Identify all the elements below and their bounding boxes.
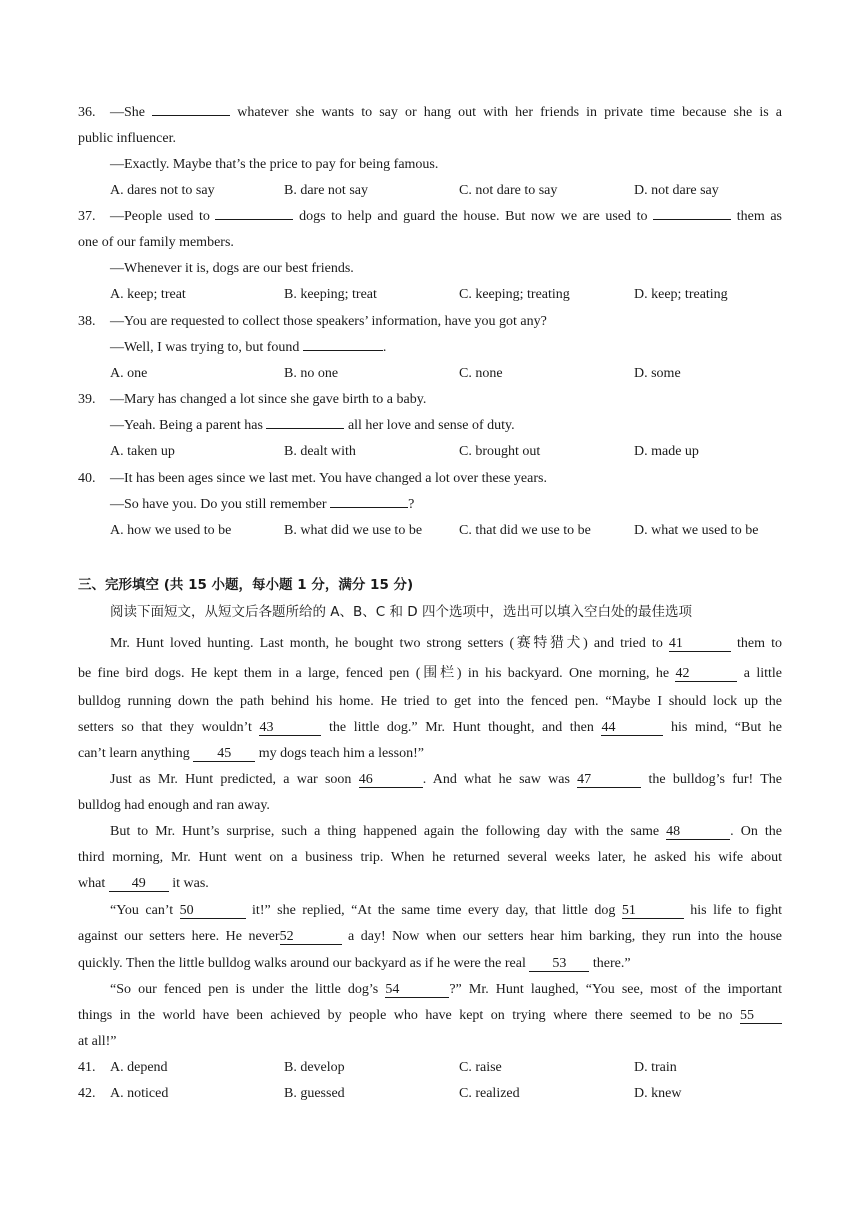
question-37-line2: one of our family members. bbox=[78, 235, 234, 250]
passage-p1-line1: Mr. Hunt loved hunting. Last month, he bought two strong setters (赛特猎犬) and tried to 41 them to bbox=[110, 636, 782, 651]
passage-p5-line3: at all!” bbox=[78, 1034, 117, 1049]
question-39-line1: 39. —Mary has changed a lot since she gave birth to a baby. bbox=[78, 392, 427, 407]
question-39-line2: —Yeah. Being a parent has all her love and sense of duty. bbox=[110, 418, 515, 433]
option-b: B. keeping; treat bbox=[284, 287, 377, 302]
blank-55: 55 bbox=[740, 1009, 782, 1024]
section-title: 三、完形填空 (共 15 小题，每小题 1 分，满分 15 分) bbox=[78, 577, 414, 593]
passage-p4-line3: quickly. Then the little bulldog walks around our backyard as if he were the real 53 there.” bbox=[78, 956, 631, 971]
passage-p1-line4: setters so that they wouldn’t 43 the little dog.” Mr. Hunt thought, and then 44 his mind, “But he bbox=[78, 720, 783, 735]
passage-p5-line2: things in the world have been achieved by people who have kept on trying where there seemed to be no 55 bbox=[78, 1007, 782, 1025]
blank-50: 50 bbox=[180, 904, 246, 919]
passage-p1-line3: bulldog running down the path behind his home. He tried to get into the fenced pen. “Maybe I should lock up the bbox=[78, 694, 782, 709]
cloze-42-number: 42. bbox=[78, 1086, 96, 1101]
blank-41: 41 bbox=[669, 637, 731, 652]
question-40-line1: 40. —It has been ages since we last met. You have changed a lot over these years. bbox=[78, 471, 547, 486]
option-d: D. made up bbox=[634, 444, 699, 459]
passage-p3-line3: what 49 it was. bbox=[78, 876, 209, 891]
blank-54: 54 bbox=[385, 983, 449, 998]
blank-53: 53 bbox=[529, 957, 589, 972]
option-d: D. keep; treating bbox=[634, 287, 728, 302]
question-38-line1: 38. —You are requested to collect those speakers’ information, have you got any? bbox=[78, 314, 547, 329]
option-d: D. what we used to be bbox=[634, 523, 759, 538]
answer-blank bbox=[303, 350, 383, 351]
option-c: C. realized bbox=[459, 1086, 520, 1101]
passage-p5-line1: “So our fenced pen is under the little dog’s 54 ?” Mr. Hunt laughed, “You see, most of the important bbox=[110, 982, 782, 997]
option-d: D. some bbox=[634, 366, 681, 381]
blank-49: 49 bbox=[109, 877, 169, 892]
question-36-line1: 36. —She whatever she wants to say or hang out with her friends in private time because she is a bbox=[78, 105, 783, 120]
option-b: B. dealt with bbox=[284, 444, 356, 459]
passage-p4-line1: “You can’t 50 it!” she replied, “At the same time every day, that little dog 51 his life to fight bbox=[110, 903, 782, 918]
option-c: C. raise bbox=[459, 1060, 502, 1075]
passage-p1-line5: can’t learn anything 45 my dogs teach him a lesson!” bbox=[78, 746, 424, 761]
option-b: B. no one bbox=[284, 366, 339, 381]
blank-52: 52 bbox=[280, 930, 342, 945]
question-38-line2: —Well, I was trying to, but found . bbox=[110, 340, 387, 355]
option-d: D. train bbox=[634, 1060, 677, 1075]
question-number: 37. bbox=[78, 209, 96, 224]
question-40-line2: —So have you. Do you still remember ? bbox=[110, 497, 415, 512]
option-d: D. knew bbox=[634, 1086, 682, 1101]
answer-blank bbox=[266, 428, 344, 429]
blank-43: 43 bbox=[259, 721, 321, 736]
option-d: D. not dare say bbox=[634, 183, 719, 198]
blank-48: 48 bbox=[666, 825, 730, 840]
option-a: A. how we used to be bbox=[110, 523, 232, 538]
option-c: C. none bbox=[459, 366, 503, 381]
option-c: C. brought out bbox=[459, 444, 541, 459]
blank-45: 45 bbox=[193, 747, 255, 762]
passage-p3-line1: But to Mr. Hunt’s surprise, such a thing happened again the following day with the same 48 . On the bbox=[110, 824, 783, 839]
question-number: 38. bbox=[78, 314, 96, 329]
blank-44: 44 bbox=[601, 721, 663, 736]
cloze-41-number: 41. bbox=[78, 1060, 96, 1075]
section-instruction: 阅读下面短文，从短文后各题所给的 A、B、C 和 D 四个选项中，选出可以填入空白处的最佳选项 bbox=[110, 604, 692, 620]
option-c: C. not dare to say bbox=[459, 183, 558, 198]
option-b: B. develop bbox=[284, 1060, 345, 1075]
question-37-line1: 37. —People used to dogs to help and guard the house. But now we are used to them as bbox=[78, 209, 782, 224]
question-number: 40. bbox=[78, 471, 96, 486]
answer-blank bbox=[215, 219, 293, 220]
passage-p3-line2: third morning, Mr. Hunt went on a business trip. When he returned several weeks later, he asked his wife about bbox=[78, 850, 782, 865]
option-b: B. guessed bbox=[284, 1086, 345, 1101]
passage-p2-line2: bulldog had enough and ran away. bbox=[78, 798, 270, 813]
option-a: A. noticed bbox=[110, 1086, 169, 1101]
question-number: 39. bbox=[78, 392, 96, 407]
option-a: A. one bbox=[110, 366, 148, 381]
question-36-line2: public influencer. bbox=[78, 131, 176, 146]
question-36-line3: —Exactly. Maybe that’s the price to pay for being famous. bbox=[110, 157, 439, 172]
option-b: B. dare not say bbox=[284, 183, 368, 198]
blank-51: 51 bbox=[622, 904, 684, 919]
option-c: C. keeping; treating bbox=[459, 287, 570, 302]
passage-p2-line1: Just as Mr. Hunt predicted, a war soon 46 . And what he saw was 47 the bulldog’s fur! The bbox=[110, 772, 782, 787]
blank-47: 47 bbox=[577, 773, 641, 788]
answer-blank bbox=[653, 219, 731, 220]
blank-42: 42 bbox=[675, 667, 737, 682]
question-37-line3: —Whenever it is, dogs are our best friends. bbox=[110, 261, 354, 276]
option-c: C. that did we use to be bbox=[459, 523, 591, 538]
answer-blank bbox=[152, 115, 230, 116]
option-a: A. dares not to say bbox=[110, 183, 215, 198]
answer-blank bbox=[330, 507, 408, 508]
passage-p4-line2: against our setters here. He never52 a day! Now when our setters hear him barking, they run into the house bbox=[78, 929, 782, 944]
option-a: A. taken up bbox=[110, 444, 175, 459]
option-a: A. keep; treat bbox=[110, 287, 186, 302]
question-number: 36. bbox=[78, 105, 96, 120]
passage-p1-line2: be fine bird dogs. He kept them in a large, fenced pen (围栏) in his backyard. One morning, he 42 a little bbox=[78, 666, 782, 681]
option-b: B. what did we use to be bbox=[284, 523, 423, 538]
blank-46: 46 bbox=[359, 773, 423, 788]
option-a: A. depend bbox=[110, 1060, 168, 1075]
